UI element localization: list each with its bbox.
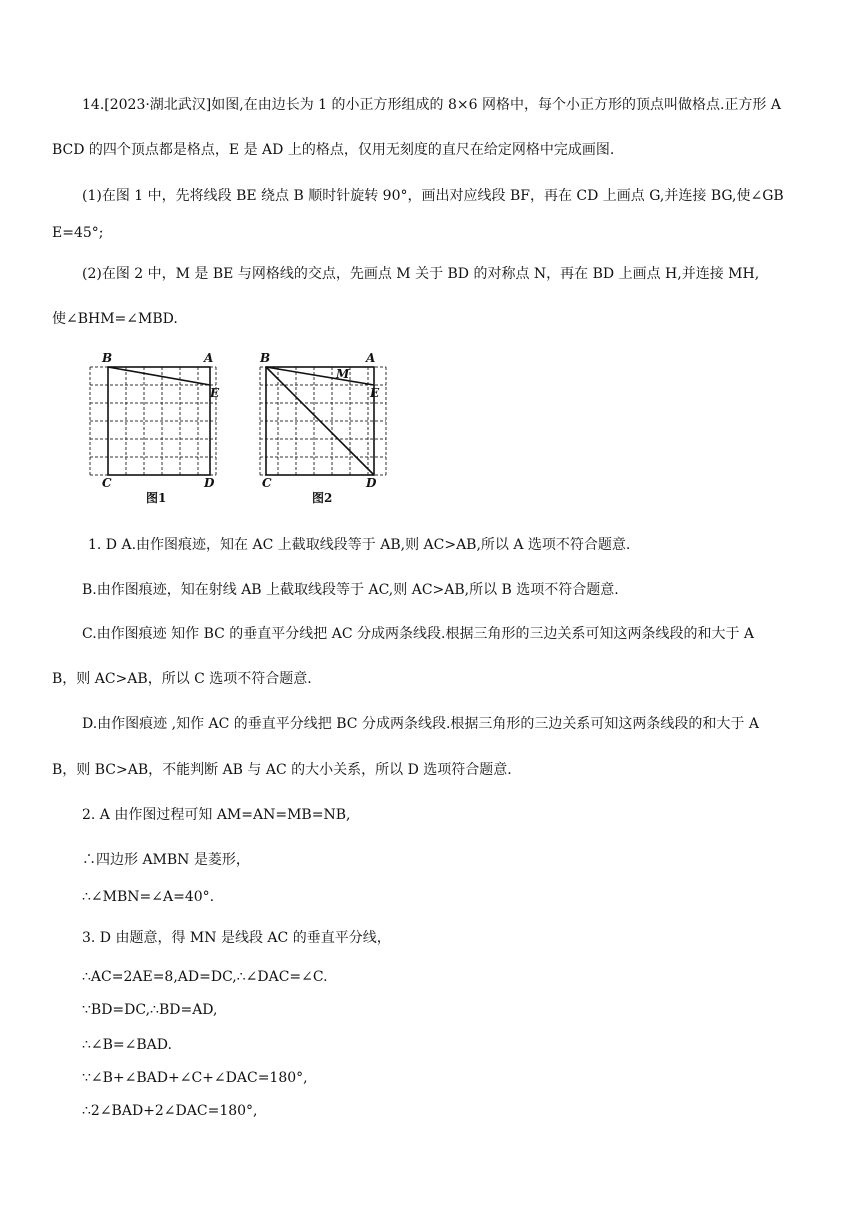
figure-1-grid <box>80 350 230 515</box>
label-B: B <box>260 351 271 365</box>
problem-part-1: (1)在图 1 中，先将线段 BE 绕点 B 顺时针旋转 90°，画出对应线段 BF，再在 CD 上画点 G,并连接 BG,使∠GB <box>82 188 784 204</box>
answer-1-line-1: 1. D A.由作图痕迹，知在 AC 上截取线段等于 AB,则 AC>AB,所以 A 选项不符合题意. <box>88 537 631 553</box>
label-D: D <box>204 476 215 490</box>
label-E: E <box>210 386 220 400</box>
label-C: C <box>102 476 112 490</box>
answer-1-line-6: B，则 BC>AB，不能判断 AB 与 AC 的大小关系，所以 D 选项符合题意. <box>52 762 512 778</box>
problem-part-2: (2)在图 2 中，M 是 BE 与网格线的交点，先画点 M 关于 BD 的对称点 N，再在 BD 上画点 H,并连接 MH, <box>82 266 760 282</box>
problem-line-2: BCD 的四个顶点都是格点，E 是 AD 上的格点，仅用无刻度的直尺在给定网格中完成画图. <box>52 142 615 158</box>
answer-1-line-3: C.由作图痕迹 知作 BC 的垂直平分线把 AC 分成两条线段.根据三角形的三边关系可知这两条线段的和大于 A <box>82 626 755 642</box>
figure-2-grid <box>250 350 400 515</box>
label-A: A <box>366 351 376 365</box>
answer-3-line-4: ∴∠B=∠BAD. <box>82 1037 172 1053</box>
answer-2-line-2: ∴四边形 AMBN 是菱形， <box>82 852 250 868</box>
problem-line-1: 14.[2023·湖北武汉]如图,在由边长为 1 的小正方形组成的 8×6 网格中，每个小正方形的顶点叫做格点.正方形 A <box>82 97 781 113</box>
label-A: A <box>204 351 214 365</box>
answer-2-line-1: 2. A 由作图过程可知 AM=AN=MB=NB, <box>82 807 351 823</box>
figure-1 <box>80 350 230 515</box>
figure-1-caption: 图1 <box>146 491 167 505</box>
answer-3-line-6: ∴2∠BAD+2∠DAC=180°, <box>82 1103 258 1119</box>
answer-2-line-3: ∴∠MBN=∠A=40°. <box>82 889 215 905</box>
label-M: M <box>336 367 350 381</box>
answer-1-line-4: B，则 AC>AB，所以 C 选项不符合题意. <box>52 671 312 687</box>
answer-3-line-2: ∴AC=2AE=8,AD=DC,∴∠DAC=∠C. <box>82 969 328 985</box>
answer-1-line-5: D.由作图痕迹 ,知作 AC 的垂直平分线把 BC 分成两条线段.根据三角形的三边关系可知这两条线段的和大于 A <box>82 716 759 732</box>
label-D: D <box>366 476 377 490</box>
label-E: E <box>370 386 380 400</box>
label-C: C <box>262 476 272 490</box>
figure-2 <box>250 350 400 515</box>
answer-3-line-3: ∵BD=DC,∴BD=AD, <box>82 1002 218 1018</box>
answer-3-line-5: ∵∠B+∠BAD+∠C+∠DAC=180°, <box>82 1070 308 1086</box>
label-B: B <box>102 351 113 365</box>
problem-part-1-cont: E=45°; <box>52 225 104 241</box>
figure-2-caption: 图2 <box>312 491 333 505</box>
problem-part-2-cont: 使∠BHM=∠MBD. <box>52 311 178 327</box>
answer-3-line-1: 3. D 由题意，得 MN 是线段 AC 的垂直平分线， <box>82 930 391 946</box>
answer-1-line-2: B.由作图痕迹，知在射线 AB 上截取线段等于 AC,则 AC>AB,所以 B 选项不符合题意. <box>82 582 619 598</box>
